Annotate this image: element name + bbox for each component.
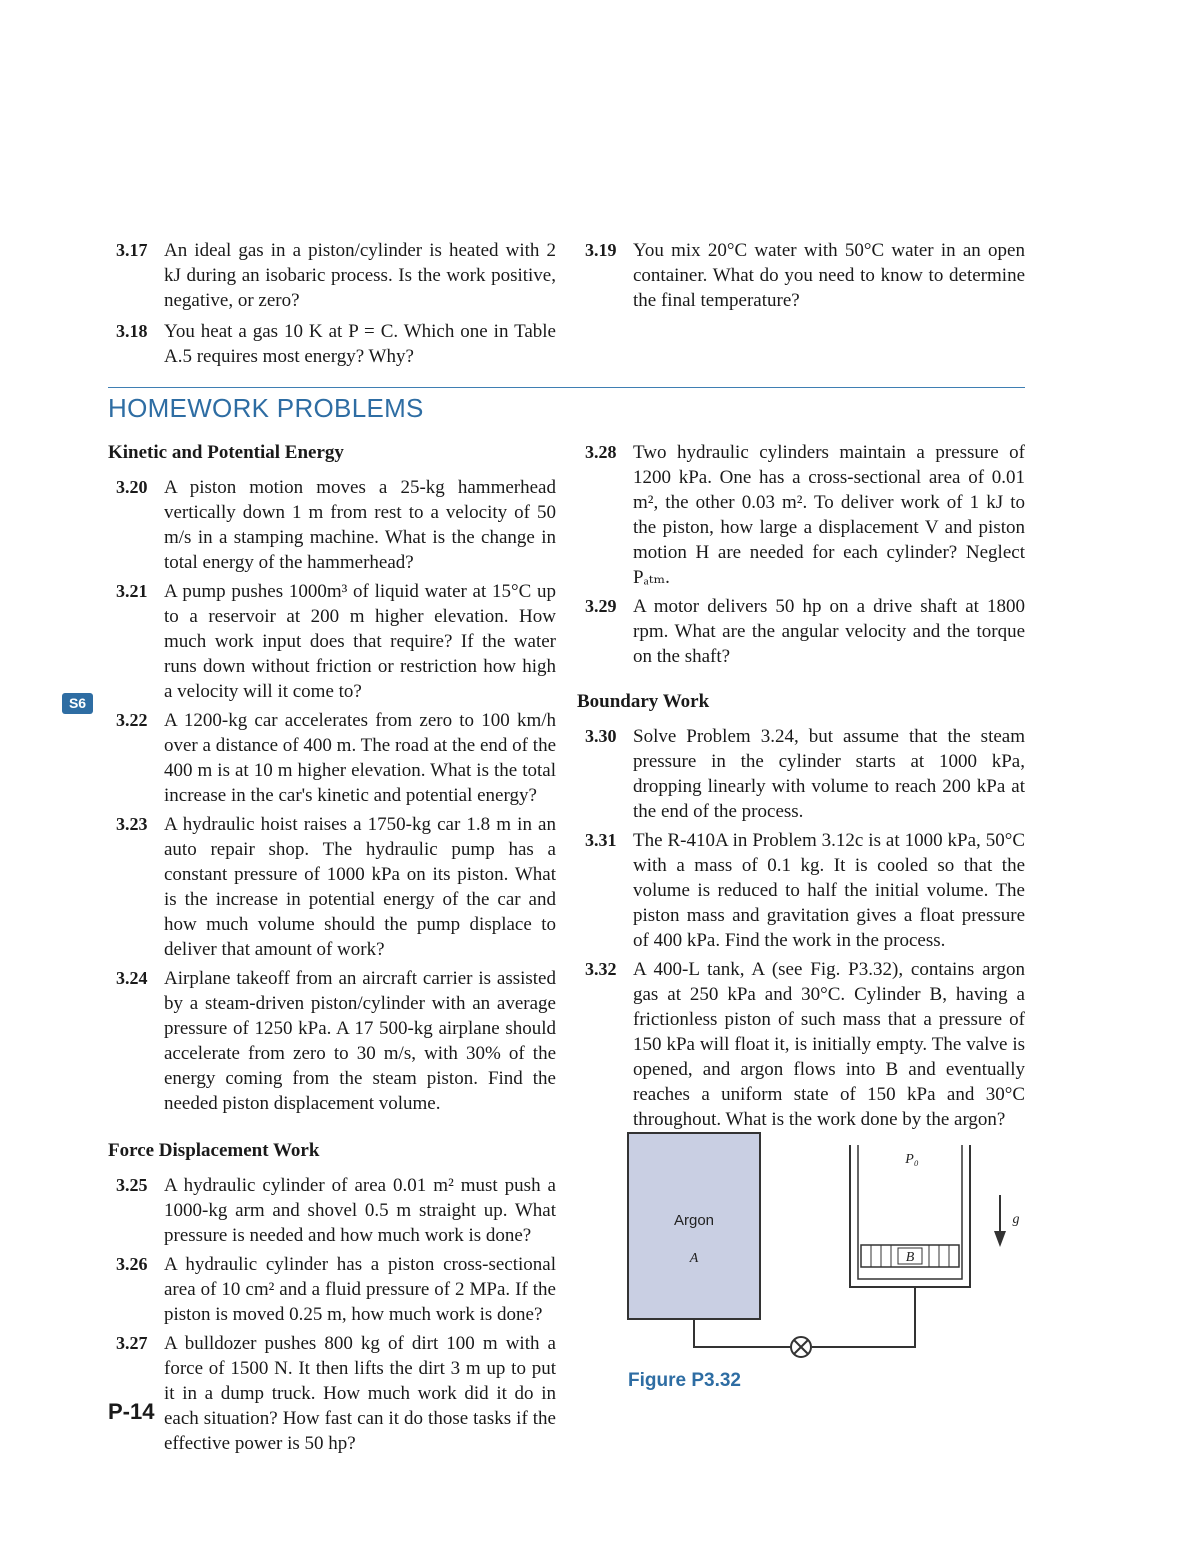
problem-3-32 xyxy=(577,957,1025,1132)
left-column xyxy=(108,440,556,1456)
right-column xyxy=(577,440,1025,1132)
problem-number: 3.22 xyxy=(116,710,148,730)
problem-3-19 xyxy=(577,238,1025,313)
problem-text: You mix 20°C water with 50°C water in an open container. What do you need to know to determine the final temperature? xyxy=(633,240,1025,311)
problem-3-21 xyxy=(108,579,556,704)
problem-text: A bulldozer pushes 800 kg of dirt 100 m with a force of 1500 N. It then lifts the dirt 3 m up to put it in a dump truck. How much work did it do in each situation? How fast can it do those tasks if the effective power is 50 hp? xyxy=(164,1333,556,1454)
problem-number: 3.20 xyxy=(116,477,148,497)
problem-number: 3.23 xyxy=(116,814,148,834)
problem-text: A piston motion moves a 25-kg hammerhead vertically down 1 m from rest to a velocity of 50 m/s in a stamping machine. What is the change in total energy of the hammerhead? xyxy=(164,477,556,573)
figure-caption: Figure P3.32 xyxy=(628,1370,741,1391)
problem-3-23 xyxy=(108,812,556,962)
problem-text: Two hydraulic cylinders maintain a pressure of 1200 kPa. One has a cross-sectional area of 0.01 m², the other 0.03 m². To deliver work of 1 kJ to the piston, how large a displacement V and piston motion H are needed for each cylinder? Neglect Pₐₜₘ. xyxy=(633,442,1025,588)
problem-number: 3.21 xyxy=(116,581,148,601)
problem-text: Airplane takeoff from an aircraft carrier is assisted by a steam-driven piston/cylinder with an average pressure of 1250 kPa. A 17 500-kg airplane should accelerate from zero to 30 m/s, with 30% of the energy coming from the steam piston. Find the needed piston displacement volume. xyxy=(164,968,556,1114)
problem-3-30 xyxy=(577,724,1025,824)
problem-text: A 1200-kg car accelerates from zero to 100 km/h over a distance of 400 m. The road at the end of the 400 m is at 10 m higher elevation. What is the total increase in the car's kinetic and potential energy? xyxy=(164,710,556,806)
problem-3-29 xyxy=(577,594,1025,669)
tank-label: Argon xyxy=(673,1212,715,1229)
problem-number: 3.19 xyxy=(585,240,617,260)
problem-number: 3.30 xyxy=(585,726,617,746)
problem-3-17 xyxy=(108,238,556,313)
figure-p3-32 xyxy=(600,1125,1040,1375)
problem-text: Solve Problem 3.24, but assume that the steam pressure in the cylinder starts at 1000 kPa, dropping linearly with volume to reach 200 kPa at the end of the process. xyxy=(633,726,1025,822)
margin-badge: S6 xyxy=(62,693,93,714)
problem-number: 3.29 xyxy=(585,596,617,616)
problem-text: A hydraulic hoist raises a 1750-kg car 1.8 m in an auto repair shop. The hydraulic pump has a constant pressure of 1000 kPa on its piston. What is the increase in potential energy of the car and how much volume should the pump displace to deliver that amount of work? xyxy=(164,814,556,960)
problem-number: 3.24 xyxy=(116,968,148,988)
pipe-to-cylinder xyxy=(812,1287,915,1347)
problem-text: You heat a gas 10 K at P = C. Which one in Table A.5 requires most energy? Why? xyxy=(164,321,556,367)
problem-3-27 xyxy=(108,1331,556,1456)
problem-number: 3.31 xyxy=(585,830,617,850)
section-divider xyxy=(108,387,1025,388)
gravity-label: g xyxy=(1012,1212,1020,1227)
problem-text: The R-410A in Problem 3.12c is at 1000 kPa, 50°C with a mass of 0.1 kg. It is cooled so that the volume is reduced to half the initial volume. The piston mass and gravitation gives a float pressure of 400 kPa. Find the work in the process. xyxy=(633,830,1025,951)
section-heading-kinetic: Kinetic and Potential Energy xyxy=(108,442,344,463)
problem-number: 3.18 xyxy=(116,321,148,341)
section-heading-force: Force Displacement Work xyxy=(108,1140,320,1161)
problem-number: 3.25 xyxy=(116,1175,148,1195)
tank-id-label: A xyxy=(689,1251,699,1266)
problem-3-22 xyxy=(108,708,556,808)
problem-3-28 xyxy=(577,440,1025,590)
problem-3-20 xyxy=(108,475,556,575)
pipe-from-tank xyxy=(694,1319,790,1347)
piston-id-label: B xyxy=(905,1250,915,1265)
problem-number: 3.32 xyxy=(585,959,617,979)
gravity-arrow-icon xyxy=(994,1195,1006,1247)
section-heading-boundary: Boundary Work xyxy=(577,691,710,712)
problem-text: A motor delivers 50 hp on a drive shaft at 1800 rpm. What are the angular velocity and the torque on the shaft? xyxy=(633,596,1025,667)
problem-number: 3.26 xyxy=(116,1254,148,1274)
problem-3-31 xyxy=(577,828,1025,953)
ambient-pressure-label: P₀ xyxy=(905,1152,919,1167)
problem-text: An ideal gas in a piston/cylinder is heated with 2 kJ during an isobaric process. Is the work positive, negative, or zero? xyxy=(164,240,556,311)
problem-3-18 xyxy=(108,319,556,369)
page-number: P-14 xyxy=(108,1399,155,1424)
problem-number: 3.27 xyxy=(116,1333,148,1353)
top-left-column xyxy=(108,238,556,369)
top-right-column xyxy=(577,238,1025,313)
problem-number: 3.17 xyxy=(116,240,148,260)
problem-number: 3.28 xyxy=(585,442,617,462)
problem-3-24 xyxy=(108,966,556,1116)
problem-text: A pump pushes 1000m³ of liquid water at 15°C up to a reservoir at 200 m higher elevation. How much work input does that require? If the water runs down without friction or restriction how high a velocity will it come to? xyxy=(164,581,556,702)
section-title: HOMEWORK PROBLEMS xyxy=(108,393,424,423)
problem-text: A hydraulic cylinder of area 0.01 m² must push a 1000-kg arm and shovel 0.5 m straight up. What pressure is needed and how much work is done? xyxy=(164,1175,556,1246)
problem-3-25 xyxy=(108,1173,556,1248)
problem-text: A 400-L tank, A (see Fig. P3.32), contains argon gas at 250 kPa and 30°C. Cylinder B, having a frictionless piston of such mass that a pressure of 150 kPa will float it, is initially empty. The valve is opened, and argon flows into B and eventually reaches a uniform state of 150 kPa and 30°C throughout. What is the work done by the argon? xyxy=(633,959,1025,1130)
problem-text: A hydraulic cylinder has a piston cross-sectional area of 10 cm² and a fluid pressure of 2 MPa. If the piston is moved 0.25 m, how much work is done? xyxy=(164,1254,556,1325)
valve-icon xyxy=(791,1337,811,1357)
problem-3-26 xyxy=(108,1252,556,1327)
